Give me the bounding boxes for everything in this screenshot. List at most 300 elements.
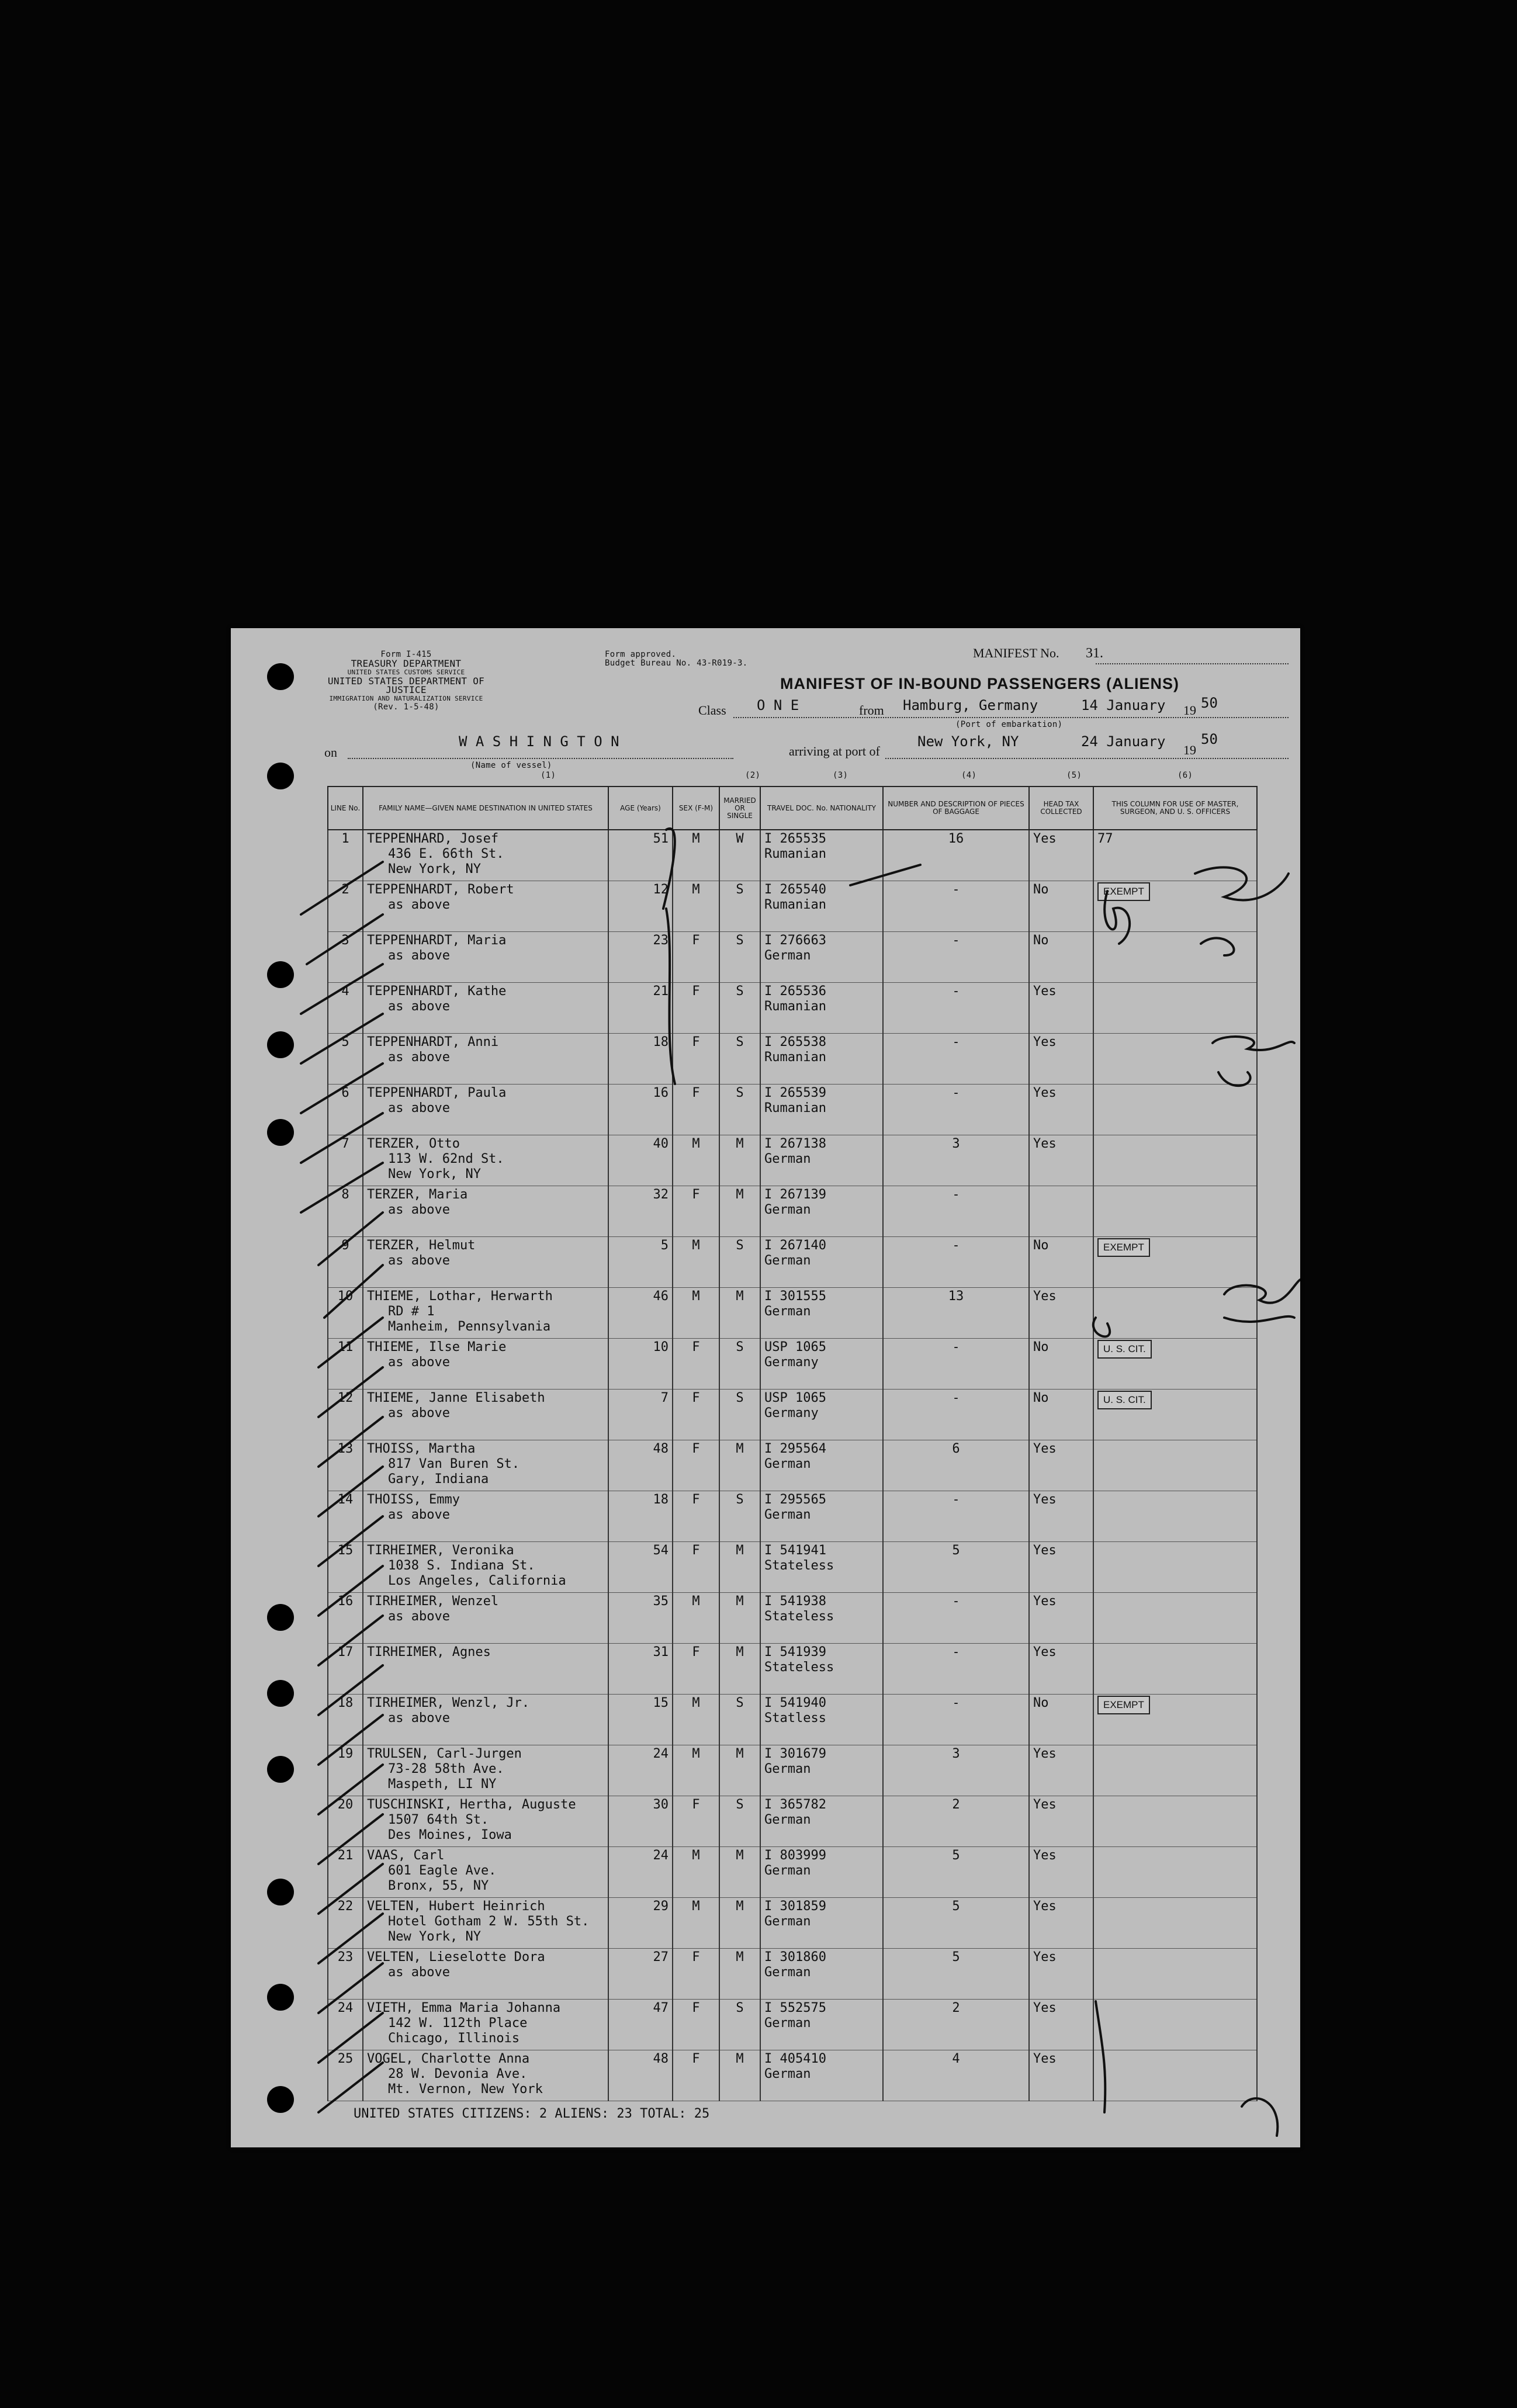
vessel-name: W A S H I N G T O N: [459, 733, 619, 750]
vessel-label: (Name of vessel): [470, 761, 552, 770]
travel-doc-number: I 301859: [764, 1899, 826, 1914]
col-header-married: MARRIED OR SINGLE: [719, 787, 760, 830]
col-header-age: AGE (Years): [608, 787, 673, 830]
travel-doc-number: I 265535: [764, 831, 826, 846]
nationality: German: [764, 1253, 811, 1268]
travel-doc-number: I 541941: [764, 1543, 826, 1558]
destination-line-1: 601 Eagle Ave.: [388, 1863, 497, 1878]
manifest-footer-totals: UNITED STATES CITIZENS: 2 ALIENS: 23 TOTAL: 25: [354, 2106, 710, 2121]
baggage-count: -: [883, 1390, 1029, 1440]
baggage-count: -: [883, 1593, 1029, 1644]
baggage-count: -: [883, 983, 1029, 1034]
col-header-travel-doc: TRAVEL DOC. No. NATIONALITY: [760, 787, 883, 830]
passenger-name: TIRHEIMER, Veronika: [367, 1543, 514, 1558]
destination-line-2: Chicago, Illinois: [388, 2031, 520, 2046]
baggage-count: -: [883, 1644, 1029, 1695]
age: 35: [608, 1593, 673, 1644]
col-header-officers: THIS COLUMN FOR USE OF MASTER, SURGEON, AND U. S. OFFICERS: [1093, 787, 1257, 830]
marital-status: S: [719, 881, 760, 932]
passenger-name: VAAS, Carl: [367, 1848, 445, 1863]
head-tax: No: [1029, 881, 1093, 932]
marital-status: M: [719, 1186, 760, 1237]
col-header-sex: SEX (F-M): [673, 787, 719, 830]
marital-status: M: [719, 1898, 760, 1949]
baggage-count: 16: [883, 830, 1029, 881]
from-year: 50: [1201, 695, 1218, 711]
passenger-name: TUSCHINSKI, Hertha, Auguste: [367, 1797, 576, 1812]
head-tax: Yes: [1029, 1034, 1093, 1085]
sex: M: [673, 830, 719, 881]
age: 27: [608, 1949, 673, 2000]
officer-note: 77: [1097, 831, 1113, 846]
destination-line-1: as above: [388, 1253, 450, 1268]
sex: F: [673, 1440, 719, 1491]
sex: F: [673, 1644, 719, 1695]
marital-status: S: [719, 1034, 760, 1085]
destination-line-2: New York, NY: [388, 1167, 481, 1182]
head-tax: Yes: [1029, 1440, 1093, 1491]
marital-status: M: [719, 2050, 760, 2101]
destination-line-1: as above: [388, 999, 450, 1014]
head-tax: Yes: [1029, 1288, 1093, 1339]
sex: M: [673, 1237, 719, 1288]
customs-service: UNITED STATES CUSTOMS SERVICE: [347, 668, 465, 676]
destination-line-1: as above: [388, 948, 450, 963]
marital-status: S: [719, 1237, 760, 1288]
baggage-count: 2: [883, 2000, 1029, 2050]
destination-line-1: 28 W. Devonia Ave.: [388, 2067, 528, 2081]
sex: F: [673, 2050, 719, 2101]
travel-doc-number: I 295564: [764, 1442, 826, 1456]
head-tax: No: [1029, 1237, 1093, 1288]
destination-line-2: Maspeth, LI NY: [388, 1777, 497, 1792]
line-number: 1: [328, 830, 363, 881]
nationality: Germany: [764, 1355, 819, 1370]
head-tax: Yes: [1029, 1847, 1093, 1898]
sex: F: [673, 1542, 719, 1593]
nationality: German: [764, 948, 811, 963]
age: 12: [608, 881, 673, 932]
marital-status: S: [719, 1796, 760, 1847]
travel-doc-number: I 265539: [764, 1086, 826, 1100]
passenger-name: TEPPENHARDT, Paula: [367, 1086, 507, 1100]
destination-line-1: as above: [388, 1965, 450, 1980]
sex: M: [673, 1593, 719, 1644]
col-number: (2): [745, 771, 761, 780]
age: 18: [608, 1491, 673, 1542]
head-tax: Yes: [1029, 830, 1093, 881]
passenger-name: VOGEL, Charlotte Anna: [367, 2052, 530, 2066]
nationality: Rumanian: [764, 847, 826, 861]
travel-doc-number: I 265538: [764, 1035, 826, 1049]
baggage-count: -: [883, 1237, 1029, 1288]
marital-status: M: [719, 1542, 760, 1593]
passenger-name: TEPPENHARDT, Kathe: [367, 984, 507, 999]
marital-status: M: [719, 1847, 760, 1898]
destination-line-1: as above: [388, 1101, 450, 1115]
age: 18: [608, 1034, 673, 1085]
sex: F: [673, 983, 719, 1034]
travel-doc-number: USP 1065: [764, 1391, 826, 1405]
passenger-name: THIEME, Lothar, Herwarth: [367, 1289, 553, 1304]
head-tax: Yes: [1029, 1085, 1093, 1135]
handwritten-marks: [231, 628, 1300, 2147]
head-tax: Yes: [1029, 2000, 1093, 2050]
baggage-count: 5: [883, 1898, 1029, 1949]
age: 31: [608, 1644, 673, 1695]
col-header-baggage: NUMBER AND DESCRIPTION OF PIECES OF BAGGAGE: [883, 787, 1029, 830]
sex: M: [673, 1745, 719, 1796]
nationality: German: [764, 1457, 811, 1471]
sex: M: [673, 1847, 719, 1898]
arriving-label: arriving at port of: [789, 744, 880, 758]
col-number: (1): [541, 771, 556, 780]
destination-line-1: as above: [388, 1050, 450, 1065]
col-number: (5): [1066, 771, 1082, 780]
destination-line-1: as above: [388, 1508, 450, 1522]
sex: F: [673, 1339, 719, 1390]
line-number: 15: [328, 1542, 363, 1593]
travel-doc-number: I 267138: [764, 1137, 826, 1151]
dept-treasury: TREASURY DEPARTMENT: [351, 658, 462, 669]
age: 48: [608, 1440, 673, 1491]
baggage-count: 5: [883, 1542, 1029, 1593]
embark-label: (Port of embarkation): [955, 720, 1063, 729]
marital-status: M: [719, 1440, 760, 1491]
age: 10: [608, 1339, 673, 1390]
manifest-number-value: 31.: [1086, 646, 1104, 661]
line-number: 14: [328, 1491, 363, 1542]
baggage-count: -: [883, 1491, 1029, 1542]
travel-doc-number: I 295565: [764, 1492, 826, 1507]
destination-line-2: Gary, Indiana: [388, 1472, 489, 1487]
line-number: 16: [328, 1593, 363, 1644]
marital-status: M: [719, 1288, 760, 1339]
marital-status: S: [719, 1695, 760, 1745]
age: 32: [608, 1186, 673, 1237]
line-number: 3: [328, 932, 363, 983]
destination-line-1: 436 E. 66th St.: [388, 847, 504, 861]
age: 24: [608, 1847, 673, 1898]
line-number: 6: [328, 1085, 363, 1135]
line-number: 19: [328, 1745, 363, 1796]
nationality: German: [764, 1762, 811, 1776]
marital-status: S: [719, 932, 760, 983]
passenger-name: VELTEN, Hubert Heinrich: [367, 1899, 545, 1914]
passenger-name: TEPPENHARDT, Maria: [367, 933, 507, 948]
nationality: Rumanian: [764, 898, 826, 912]
age: 48: [608, 2050, 673, 2101]
travel-doc-number: I 541940: [764, 1696, 826, 1710]
age: 16: [608, 1085, 673, 1135]
travel-doc-number: I 552575: [764, 2001, 826, 2015]
line-number: 21: [328, 1847, 363, 1898]
destination-line-1: 142 W. 112th Place: [388, 2016, 528, 2031]
sex: F: [673, 1085, 719, 1135]
line-number: 2: [328, 881, 363, 932]
col-number: (3): [833, 771, 848, 780]
baggage-count: 13: [883, 1288, 1029, 1339]
travel-doc-number: I 541939: [764, 1645, 826, 1659]
destination-line-2: Bronx, 55, NY: [388, 1879, 489, 1893]
travel-doc-number: I 267140: [764, 1238, 826, 1253]
from-date: 14 January: [1081, 697, 1166, 713]
on-label: on: [324, 745, 337, 760]
baggage-count: 2: [883, 1796, 1029, 1847]
ins-service: IMMIGRATION AND NATURALIZATION SERVICE: [329, 695, 483, 702]
nationality: Stateless: [764, 1660, 834, 1675]
travel-doc-number: I 803999: [764, 1848, 826, 1863]
destination-line-1: 817 Van Buren St.: [388, 1457, 520, 1471]
passenger-name: TERZER, Maria: [367, 1187, 468, 1202]
sex: M: [673, 881, 719, 932]
age: 51: [608, 830, 673, 881]
sex: F: [673, 1796, 719, 1847]
col-number: (6): [1177, 771, 1193, 780]
age: 46: [608, 1288, 673, 1339]
nationality: German: [764, 1813, 811, 1827]
dept-justice: UNITED STATES DEPARTMENT OF JUSTICE: [327, 675, 485, 695]
marital-status: S: [719, 1491, 760, 1542]
destination-line-1: as above: [388, 1711, 450, 1726]
form-number: Form I-415: [380, 650, 432, 659]
head-tax: No: [1029, 1390, 1093, 1440]
head-tax: Yes: [1029, 1949, 1093, 2000]
year-prefix: 19: [1183, 743, 1196, 757]
head-tax: Yes: [1029, 1796, 1093, 1847]
nationality: German: [764, 2067, 811, 2081]
from-label: from: [859, 703, 884, 718]
baggage-count: 4: [883, 2050, 1029, 2101]
passenger-name: TIRHEIMER, Agnes: [367, 1645, 491, 1659]
class-label: Class: [698, 703, 726, 718]
travel-doc-number: USP 1065: [764, 1340, 826, 1354]
passenger-name: TEPPENHARDT, Robert: [367, 882, 514, 897]
baggage-count: 5: [883, 1847, 1029, 1898]
nationality: Rumanian: [764, 1101, 826, 1115]
marital-status: M: [719, 1745, 760, 1796]
baggage-count: -: [883, 881, 1029, 932]
line-number: 23: [328, 1949, 363, 2000]
destination-line-1: 1038 S. Indiana St.: [388, 1558, 535, 1573]
destination-line-2: Mt. Vernon, New York: [388, 2082, 543, 2097]
nationality: Stateless: [764, 1609, 834, 1624]
line-number: 13: [328, 1440, 363, 1491]
form-revision: (Rev. 1-5-48): [373, 702, 439, 712]
sex: M: [673, 1288, 719, 1339]
nationality: German: [764, 1914, 811, 1929]
travel-doc-number: I 301860: [764, 1950, 826, 1964]
baggage-count: -: [883, 1085, 1029, 1135]
baggage-count: 3: [883, 1135, 1029, 1186]
line-number: 22: [328, 1898, 363, 1949]
travel-doc-number: I 265540: [764, 882, 826, 897]
sex: M: [673, 1898, 719, 1949]
age: 23: [608, 932, 673, 983]
destination-line-1: as above: [388, 1203, 450, 1217]
nationality: Rumanian: [764, 1050, 826, 1065]
travel-doc-number: I 541938: [764, 1594, 826, 1609]
passenger-name: TIRHEIMER, Wenzl, Jr.: [367, 1696, 530, 1710]
age: 5: [608, 1237, 673, 1288]
line-number: 7: [328, 1135, 363, 1186]
destination-line-1: 1507 64th St.: [388, 1813, 489, 1827]
nationality: German: [764, 2016, 811, 2031]
nationality: German: [764, 1508, 811, 1522]
baggage-count: -: [883, 1339, 1029, 1390]
line-number: 12: [328, 1390, 363, 1440]
passenger-name: TEPPENHARDT, Anni: [367, 1035, 499, 1049]
line-number: 20: [328, 1796, 363, 1847]
head-tax: Yes: [1029, 2050, 1093, 2101]
age: 30: [608, 1796, 673, 1847]
marital-status: S: [719, 1085, 760, 1135]
head-tax: Yes: [1029, 1644, 1093, 1695]
travel-doc-number: I 267139: [764, 1187, 826, 1202]
passenger-name: TEPPENHARD, Josef: [367, 831, 499, 846]
officer-note: U. S. CIT.: [1097, 1340, 1152, 1359]
passenger-name: VIETH, Emma Maria Johanna: [367, 2001, 561, 2015]
destination-line-2: Des Moines, Iowa: [388, 1828, 512, 1842]
officer-note: EXEMPT: [1097, 1238, 1150, 1257]
age: 29: [608, 1898, 673, 1949]
travel-doc-number: I 365782: [764, 1797, 826, 1812]
travel-doc-number: I 265536: [764, 984, 826, 999]
baggage-count: 5: [883, 1949, 1029, 2000]
nationality: German: [764, 1304, 811, 1319]
class-value: O N E: [757, 697, 799, 713]
head-tax: Yes: [1029, 1593, 1093, 1644]
marital-status: S: [719, 1390, 760, 1440]
nationality: Rumanian: [764, 999, 826, 1014]
age: 40: [608, 1135, 673, 1186]
head-tax: Yes: [1029, 1542, 1093, 1593]
travel-doc-number: I 276663: [764, 933, 826, 948]
line-number: 11: [328, 1339, 363, 1390]
budget-bureau: Budget Bureau No. 43-R019-3.: [605, 659, 748, 668]
head-tax: No: [1029, 1695, 1093, 1745]
nationality: Statless: [764, 1711, 826, 1726]
manifest-title: MANIFEST OF IN-BOUND PASSENGERS (ALIENS): [780, 675, 1180, 692]
destination-line-2: New York, NY: [388, 862, 481, 876]
sex: F: [673, 1034, 719, 1085]
passenger-name: THIEME, Ilse Marie: [367, 1340, 507, 1354]
passenger-name: VELTEN, Lieselotte Dora: [367, 1950, 545, 1964]
line-number: 24: [328, 2000, 363, 2050]
destination-line-1: RD # 1: [388, 1304, 435, 1319]
nationality: German: [764, 1203, 811, 1217]
sex: M: [673, 1135, 719, 1186]
col-header-head-tax: HEAD TAX COLLECTED: [1029, 787, 1093, 830]
nationality: Stateless: [764, 1558, 834, 1573]
baggage-count: -: [883, 932, 1029, 983]
col-header-line: LINE No.: [328, 787, 363, 830]
nationality: German: [764, 1152, 811, 1166]
passenger-name: TERZER, Otto: [367, 1137, 460, 1151]
arrival-port: New York, NY: [917, 733, 1019, 750]
sex: M: [673, 1695, 719, 1745]
line-number: 17: [328, 1644, 363, 1695]
travel-doc-number: I 405410: [764, 2052, 826, 2066]
manifest-number-label: MANIFEST No.: [973, 646, 1059, 660]
age: 15: [608, 1695, 673, 1745]
travel-doc-number: I 301679: [764, 1747, 826, 1761]
officer-note: U. S. CIT.: [1097, 1391, 1152, 1409]
col-header-name: FAMILY NAME—GIVEN NAME DESTINATION IN UNITED STATES: [363, 787, 608, 830]
nationality: German: [764, 1965, 811, 1980]
line-number: 8: [328, 1186, 363, 1237]
year-prefix: 19: [1183, 703, 1196, 718]
passenger-name: THOISS, Martha: [367, 1442, 476, 1456]
from-port: Hamburg, Germany: [903, 697, 1038, 713]
baggage-count: 3: [883, 1745, 1029, 1796]
passenger-name: TRULSEN, Carl-Jurgen: [367, 1747, 522, 1761]
passenger-name: THOISS, Emmy: [367, 1492, 460, 1507]
destination-line-1: Hotel Gotham 2 W. 55th St.: [388, 1914, 590, 1929]
marital-status: M: [719, 1135, 760, 1186]
line-number: 10: [328, 1288, 363, 1339]
baggage-count: -: [883, 1034, 1029, 1085]
destination-line-1: as above: [388, 1406, 450, 1420]
head-tax: No: [1029, 932, 1093, 983]
officer-note: EXEMPT: [1097, 882, 1150, 901]
sex: F: [673, 1186, 719, 1237]
line-number: 25: [328, 2050, 363, 2101]
marital-status: S: [719, 2000, 760, 2050]
line-number: 9: [328, 1237, 363, 1288]
destination-line-2: New York, NY: [388, 1929, 481, 1944]
baggage-count: 6: [883, 1440, 1029, 1491]
arrival-year: 50: [1201, 731, 1218, 747]
marital-status: M: [719, 1644, 760, 1695]
destination-line-1: 73-28 58th Ave.: [388, 1762, 504, 1776]
age: 24: [608, 1745, 673, 1796]
arrival-date: 24 January: [1081, 733, 1166, 750]
baggage-count: -: [883, 1695, 1029, 1745]
destination-line-1: as above: [388, 1355, 450, 1370]
head-tax: Yes: [1029, 983, 1093, 1034]
sex: F: [673, 1390, 719, 1440]
head-tax: Yes: [1029, 1898, 1093, 1949]
head-tax: Yes: [1029, 1745, 1093, 1796]
nationality: German: [764, 1863, 811, 1878]
head-tax: No: [1029, 1339, 1093, 1390]
nationality: Germany: [764, 1406, 819, 1420]
head-tax: Yes: [1029, 1491, 1093, 1542]
marital-status: M: [719, 1593, 760, 1644]
destination-line-1: as above: [388, 1609, 450, 1624]
marital-status: W: [719, 830, 760, 881]
age: 7: [608, 1390, 673, 1440]
destination-line-1: as above: [388, 898, 450, 912]
marital-status: S: [719, 983, 760, 1034]
destination-line-2: Manheim, Pennsylvania: [388, 1319, 551, 1334]
travel-doc-number: I 301555: [764, 1289, 826, 1304]
destination-line-2: Los Angeles, California: [388, 1574, 566, 1588]
passenger-name: TIRHEIMER, Wenzel: [367, 1594, 499, 1609]
passenger-name: THIEME, Janne Elisabeth: [367, 1391, 545, 1405]
destination-line-1: 113 W. 62nd St.: [388, 1152, 504, 1166]
sex: F: [673, 932, 719, 983]
age: 21: [608, 983, 673, 1034]
manifest-page: [231, 628, 1300, 2147]
age: 54: [608, 1542, 673, 1593]
col-number: (4): [961, 771, 977, 780]
marital-status: M: [719, 1949, 760, 2000]
line-number: 5: [328, 1034, 363, 1085]
age: 47: [608, 2000, 673, 2050]
sex: F: [673, 2000, 719, 2050]
